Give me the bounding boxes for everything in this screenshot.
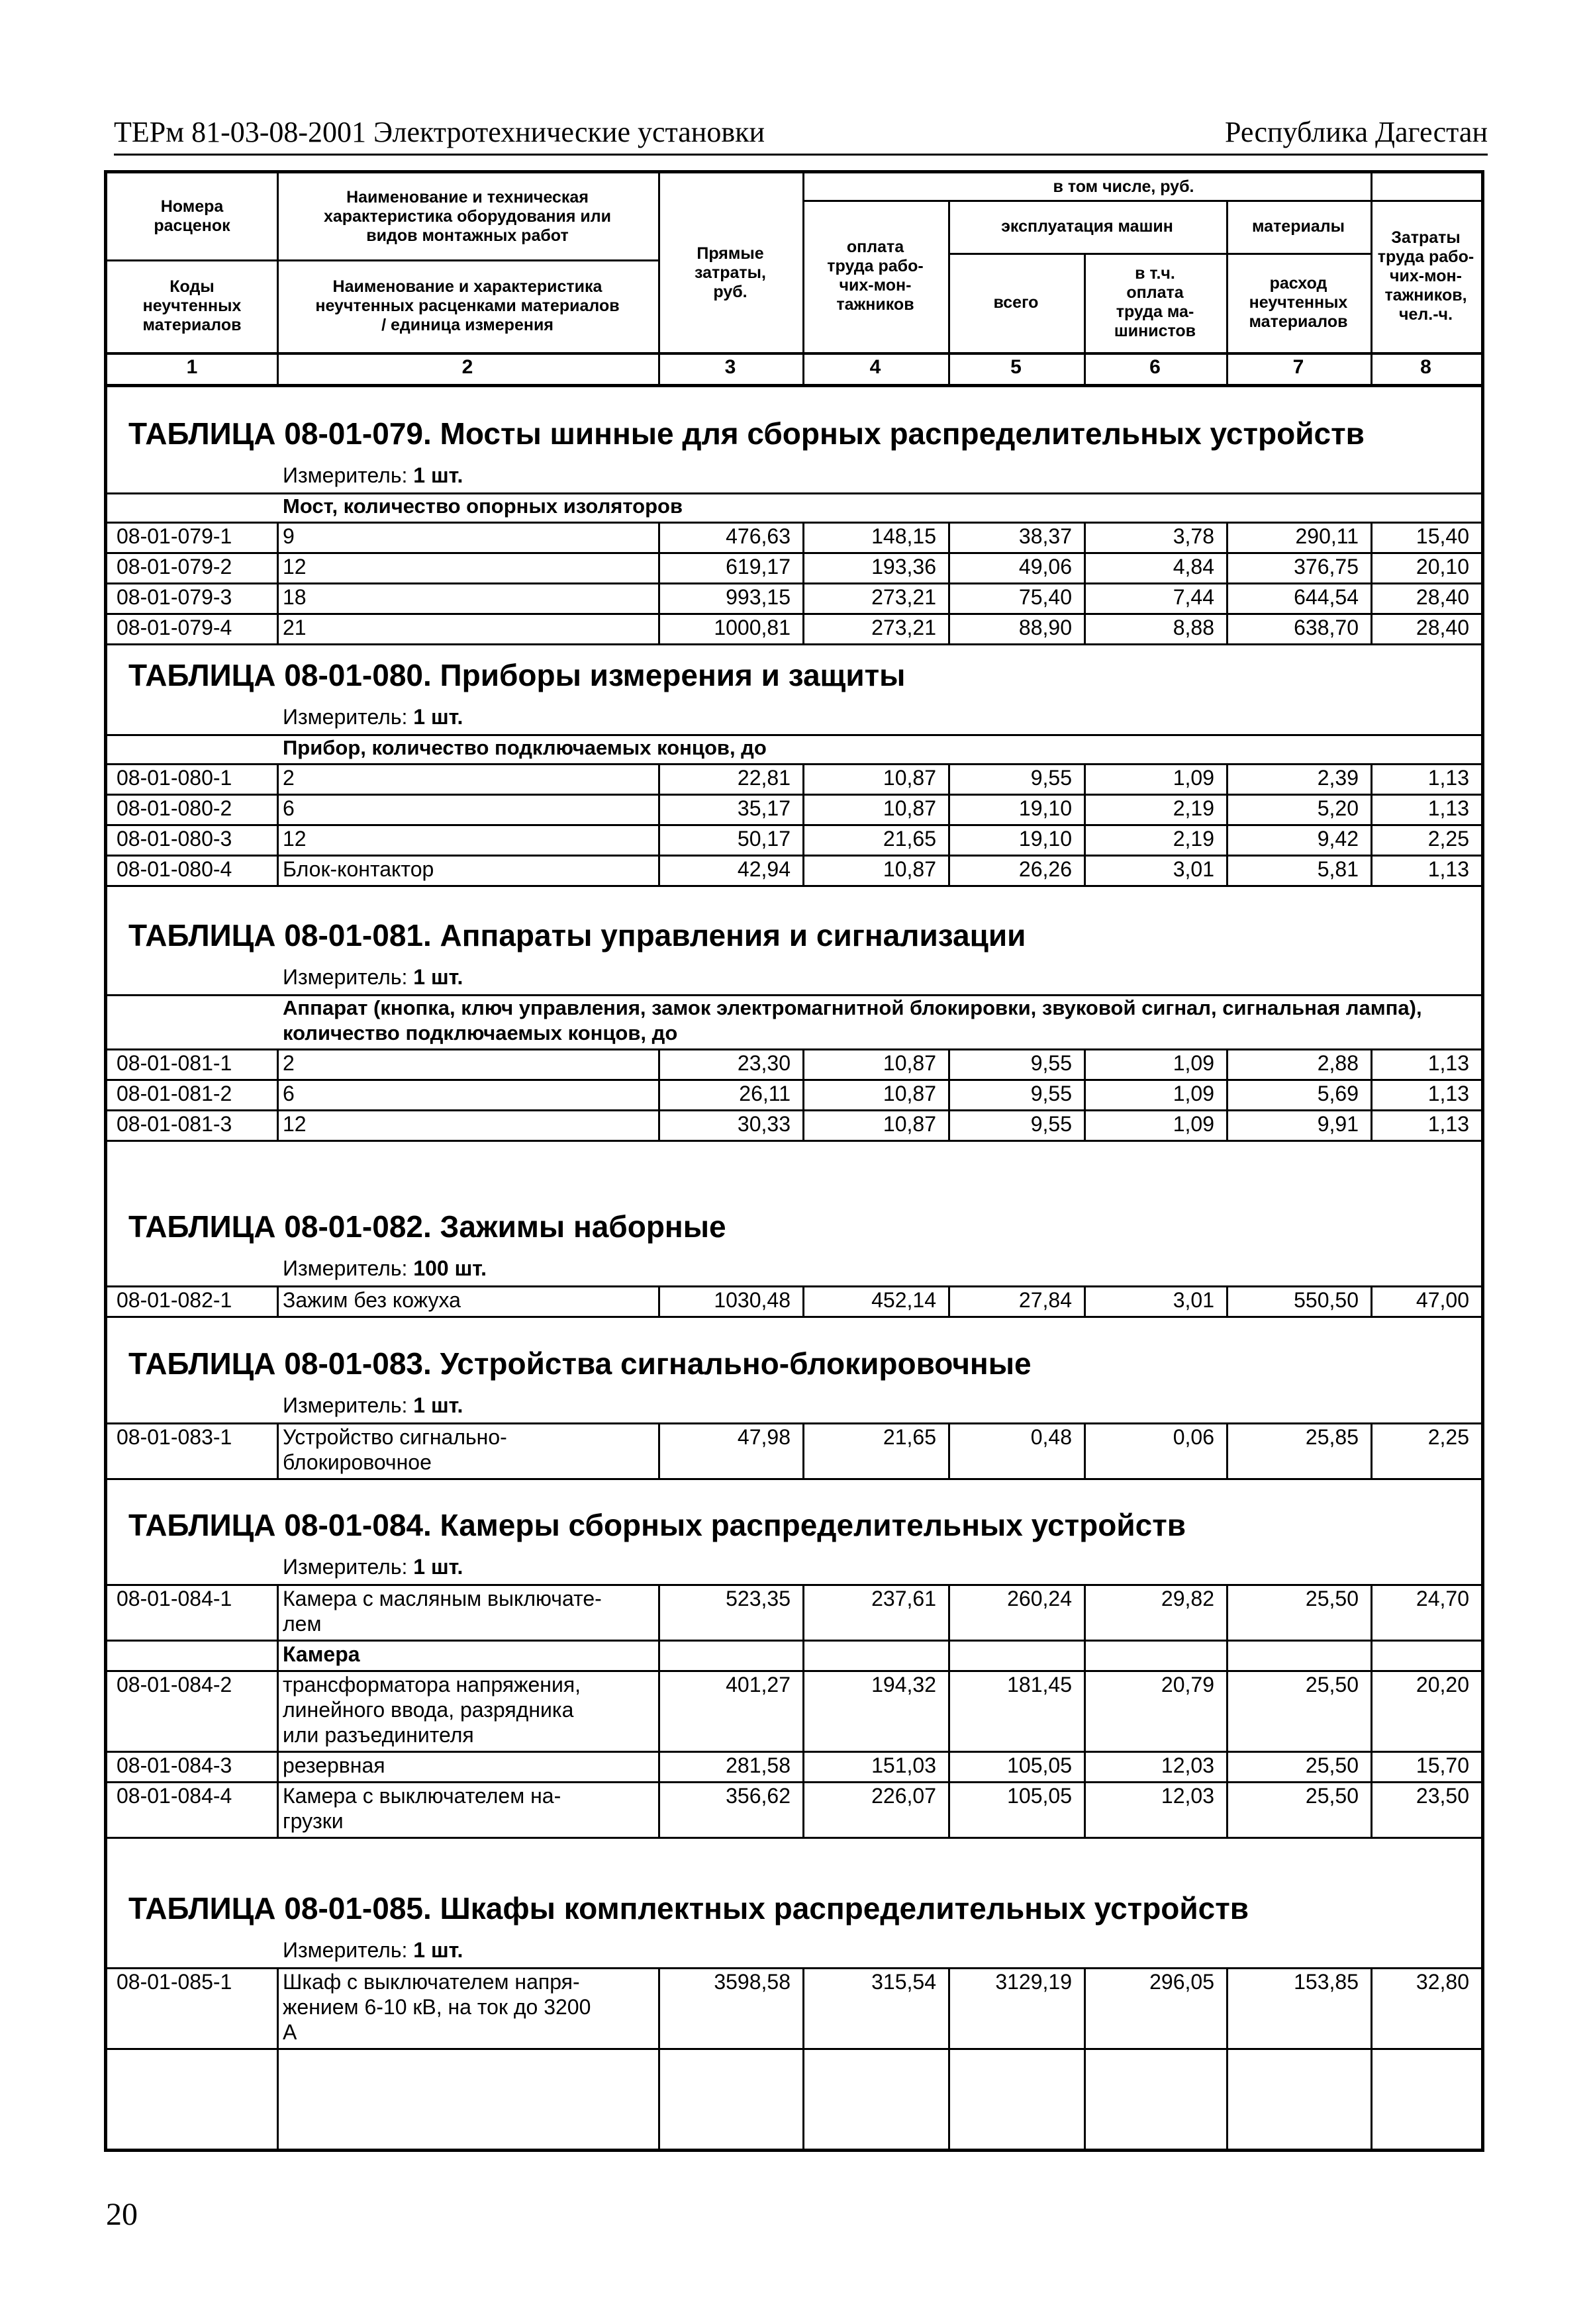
meter-line	[283, 965, 463, 990]
meter-value: 1 шт.	[413, 1393, 463, 1417]
col-divider	[277, 1422, 279, 1478]
cost-value: 356,62	[726, 1784, 791, 1808]
col-divider	[1084, 763, 1086, 885]
rate-code: 08-01-079-4	[117, 616, 232, 639]
row-divider	[107, 643, 1481, 645]
row-divider	[107, 885, 1481, 887]
col-number: 7	[1292, 356, 1304, 378]
work-name: 12	[283, 827, 307, 851]
col-divider	[802, 1285, 804, 1316]
work-name: Блок-контактор	[283, 857, 434, 881]
meter-value: 1 шт.	[413, 463, 463, 487]
cost-value: 47,98	[737, 1425, 791, 1449]
col-divider	[802, 1584, 804, 1837]
rate-code: 08-01-081-3	[117, 1112, 232, 1136]
cost-value: 1,13	[1427, 796, 1469, 820]
cost-value: 30,33	[737, 1112, 791, 1136]
cost-value: 25,50	[1305, 1587, 1359, 1610]
rate-code: 08-01-084-2	[117, 1673, 232, 1697]
col-number: 2	[461, 356, 473, 378]
cost-value: 15,70	[1416, 1753, 1469, 1777]
col-divider	[948, 1422, 950, 1478]
work-name: 2	[283, 1051, 295, 1075]
col-divider	[658, 1422, 660, 1478]
cost-value: 3129,19	[995, 1970, 1072, 1994]
cost-value: 523,35	[726, 1587, 791, 1610]
cost-value: 401,27	[726, 1673, 791, 1697]
cost-value: 20,10	[1416, 555, 1469, 579]
cost-value: 151,03	[871, 1753, 936, 1777]
header-materials: материалы	[1252, 216, 1345, 236]
col-divider	[1084, 1967, 1086, 2048]
col-divider	[1371, 2048, 1372, 2149]
col-divider	[277, 1967, 279, 2048]
cost-value: 23,30	[737, 1051, 791, 1075]
cost-value: 3,01	[1173, 1288, 1214, 1312]
cost-value: 49,06	[1018, 555, 1072, 579]
rate-code: 08-01-079-1	[117, 524, 232, 548]
work-name: Зажим без кожуха	[283, 1288, 461, 1312]
col-divider	[1226, 2048, 1228, 2149]
meter-label: Измеритель:	[283, 1555, 414, 1579]
col-number: 8	[1420, 356, 1431, 378]
rate-code: 08-01-080-4	[117, 857, 232, 881]
section-title: ТАБЛИЦА 08-01-080. Приборы измерения и защиты	[128, 658, 906, 692]
cost-value: 260,24	[1007, 1587, 1072, 1610]
work-name: 21	[283, 616, 307, 639]
section-title: ТАБЛИЦА 08-01-083. Устройства сигнально-блокировочные	[128, 1346, 1032, 1381]
cost-value: 19,10	[1018, 827, 1072, 851]
col-divider	[802, 522, 804, 643]
cost-value: 0,06	[1173, 1425, 1214, 1449]
row-divider	[107, 2048, 1481, 2050]
cost-value: 619,17	[726, 555, 791, 579]
col-divider	[658, 1048, 660, 1140]
col-divider	[1226, 1422, 1228, 1478]
cost-value: 5,69	[1317, 1082, 1359, 1105]
col-divider	[948, 1285, 950, 1316]
rate-code: 08-01-083-1	[117, 1425, 232, 1449]
cost-value: 1,09	[1173, 1051, 1214, 1075]
group-label: Мост, количество опорных изоляторов	[283, 494, 683, 518]
meter-value: 1 шт.	[413, 705, 463, 729]
cost-value: 153,85	[1294, 1970, 1359, 1994]
cost-value: 0,48	[1030, 1425, 1072, 1449]
cost-value: 10,87	[883, 796, 936, 820]
col-divider	[658, 2048, 660, 2149]
header-col2-bottom: Наименование и характеристика неучтенных расценками материалов / единица измерения	[315, 277, 620, 334]
col-divider	[802, 1967, 804, 2048]
work-name: 9	[283, 524, 295, 548]
cost-value: 105,05	[1007, 1753, 1072, 1777]
meter-label: Измеритель:	[283, 1393, 414, 1417]
col-divider	[1084, 1048, 1086, 1140]
group-label: Камера	[283, 1642, 360, 1666]
work-name: 12	[283, 1112, 307, 1136]
col-divider	[948, 1967, 950, 2048]
cost-value: 27,84	[1018, 1288, 1072, 1312]
cost-value: 148,15	[871, 524, 936, 548]
cost-value: 2,19	[1173, 796, 1214, 820]
col-divider	[802, 763, 804, 885]
col-divider	[277, 1285, 279, 1316]
cost-value: 550,50	[1294, 1288, 1359, 1312]
col-divider	[1371, 1967, 1372, 2048]
cost-value: 1,09	[1173, 1082, 1214, 1105]
meter-label: Измеритель:	[283, 965, 414, 989]
meter-value: 1 шт.	[413, 965, 463, 989]
rate-code: 08-01-084-1	[117, 1587, 232, 1610]
col-divider	[277, 763, 279, 885]
header-col-line	[277, 173, 279, 387]
cost-value: 25,50	[1305, 1753, 1359, 1777]
col-number: 4	[869, 356, 881, 378]
cost-value: 452,14	[871, 1288, 936, 1312]
col-number: 5	[1010, 356, 1022, 378]
meter-line	[283, 1938, 463, 1963]
header-col-line	[802, 173, 804, 387]
col-divider	[1371, 763, 1372, 885]
cost-value: 3,78	[1173, 524, 1214, 548]
table-header	[107, 173, 1481, 392]
col-divider	[1084, 522, 1086, 643]
work-name: 18	[283, 585, 307, 609]
header-col-line	[658, 173, 660, 387]
meter-value: 100 шт.	[413, 1256, 487, 1280]
col-divider	[277, 522, 279, 643]
section-title: ТАБЛИЦА 08-01-084. Камеры сборных распределительных устройств	[128, 1508, 1186, 1542]
cost-value: 5,20	[1317, 796, 1359, 820]
cost-value: 281,58	[726, 1753, 791, 1777]
cost-value: 9,55	[1030, 1051, 1072, 1075]
cost-value: 10,87	[883, 1082, 936, 1105]
col-divider	[1226, 1967, 1228, 2048]
cost-value: 47,00	[1416, 1288, 1469, 1312]
header-divider	[948, 253, 1371, 255]
cost-value: 24,70	[1416, 1587, 1469, 1610]
cost-value: 10,87	[883, 766, 936, 790]
cost-value: 26,11	[739, 1082, 791, 1105]
rate-code: 08-01-080-2	[117, 796, 232, 820]
col-divider	[1371, 522, 1372, 643]
cost-value: 1,13	[1427, 857, 1469, 881]
cost-value: 19,10	[1018, 796, 1072, 820]
cost-value: 8,88	[1173, 616, 1214, 639]
meter-label: Измеритель:	[283, 463, 414, 487]
cost-value: 644,54	[1294, 585, 1359, 609]
col-divider	[1226, 1048, 1228, 1140]
cost-value: 9,55	[1030, 1112, 1072, 1136]
meter-line	[283, 705, 463, 729]
page-number: 20	[106, 2197, 138, 2232]
cost-value: 22,81	[737, 766, 791, 790]
cost-value: 9,91	[1317, 1112, 1359, 1136]
meter-line	[283, 463, 463, 488]
cost-value: 23,50	[1416, 1784, 1469, 1808]
header-divider	[107, 384, 1481, 387]
cost-value: 638,70	[1294, 616, 1359, 639]
header-in-that-number: в том числе, руб.	[1053, 177, 1194, 196]
meter-label: Измеритель:	[283, 1938, 414, 1962]
section-title: ТАБЛИЦА 08-01-082. Зажимы наборные	[128, 1209, 726, 1244]
col-divider	[1084, 1584, 1086, 1837]
row-divider	[107, 1140, 1481, 1142]
rate-code: 08-01-081-1	[117, 1051, 232, 1075]
cost-value: 376,75	[1294, 555, 1359, 579]
rate-code: 08-01-080-1	[117, 766, 232, 790]
col-divider	[1371, 1048, 1372, 1140]
section-title: ТАБЛИЦА 08-01-079. Мосты шинные для сборных распределительных устройств	[128, 416, 1365, 451]
header-title: ТЕРм 81-03-08-2001 Электротехнические установки	[114, 116, 765, 148]
cost-value: 75,40	[1018, 585, 1072, 609]
cost-value: 9,42	[1317, 827, 1359, 851]
cost-value: 226,07	[871, 1784, 936, 1808]
cost-value: 181,45	[1007, 1673, 1072, 1697]
cost-value: 193,36	[871, 555, 936, 579]
header-divider	[802, 200, 1481, 202]
col-number: 1	[186, 356, 198, 378]
cost-value: 1000,81	[714, 616, 791, 639]
col-divider	[948, 1584, 950, 1837]
col-divider	[658, 1967, 660, 2048]
work-name: 6	[283, 796, 295, 820]
cost-value: 25,85	[1305, 1425, 1359, 1449]
cost-value: 28,40	[1416, 585, 1469, 609]
col-divider	[948, 763, 950, 885]
meter-line	[283, 1393, 463, 1418]
cost-value: 273,21	[871, 585, 936, 609]
cost-value: 2,25	[1427, 827, 1469, 851]
header-divider	[107, 352, 1481, 355]
col-divider	[948, 1048, 950, 1140]
col-divider	[1226, 1584, 1228, 1837]
work-name: 6	[283, 1082, 295, 1105]
cost-value: 1,09	[1173, 1112, 1214, 1136]
cost-value: 21,65	[883, 1425, 936, 1449]
col-number: 3	[724, 356, 736, 378]
meter-line	[283, 1555, 463, 1579]
cost-value: 993,15	[726, 585, 791, 609]
meter-line	[283, 1256, 487, 1281]
cost-value: 4,84	[1173, 555, 1214, 579]
col-divider	[277, 1048, 279, 1140]
meter-value: 1 шт.	[413, 1555, 463, 1579]
header-machine-ops: эксплуатация машин	[1001, 216, 1173, 236]
cost-value: 20,79	[1161, 1673, 1214, 1697]
cost-value: 12,03	[1161, 1784, 1214, 1808]
col-number: 6	[1149, 356, 1161, 378]
work-name: резервная	[283, 1753, 385, 1777]
header-col3: Прямые затраты, руб.	[695, 244, 766, 301]
cost-value: 3598,58	[714, 1970, 791, 1994]
cost-value: 88,90	[1018, 616, 1072, 639]
cost-value: 1,13	[1427, 766, 1469, 790]
cost-value: 1,13	[1427, 1112, 1469, 1136]
header-col5: всего	[993, 293, 1039, 312]
header-col2-top: Наименование и техническая характеристика оборудования или видов монтажных работ	[323, 187, 612, 245]
cost-value: 29,82	[1161, 1587, 1214, 1610]
header-col1-top: Номера расценок	[154, 197, 230, 235]
header-col1-bottom: Коды неучтенных материалов	[142, 277, 242, 334]
meter-label: Измеритель:	[283, 705, 414, 729]
cost-value: 25,50	[1305, 1673, 1359, 1697]
work-name: трансформатора напряжения, линейного ввода, разрядника или разъединителя	[283, 1673, 581, 1747]
work-name: Устройство сигнально- блокировочное	[283, 1425, 507, 1474]
row-divider	[107, 1316, 1481, 1318]
col-divider	[1084, 1422, 1086, 1478]
cost-value: 2,39	[1317, 766, 1359, 790]
cost-value: 105,05	[1007, 1784, 1072, 1808]
col-divider	[948, 2048, 950, 2149]
col-divider	[802, 1048, 804, 1140]
header-col6: в т.ч. оплата труда ма- шинистов	[1114, 264, 1196, 340]
cost-value: 194,32	[871, 1673, 936, 1697]
cost-value: 315,54	[871, 1970, 936, 1994]
cost-value: 10,87	[883, 1112, 936, 1136]
cost-value: 9,55	[1030, 1082, 1072, 1105]
col-divider	[1371, 1285, 1372, 1316]
work-name: Камера с выключателем на- грузки	[283, 1784, 561, 1833]
rate-code: 08-01-081-2	[117, 1082, 232, 1105]
row-divider	[107, 1478, 1481, 1480]
col-divider	[658, 1584, 660, 1837]
cost-value: 2,19	[1173, 827, 1214, 851]
rates-table	[104, 170, 1484, 2152]
running-header	[114, 114, 1488, 156]
col-divider	[277, 2048, 279, 2149]
col-divider	[1371, 1584, 1372, 1837]
col-divider	[658, 522, 660, 643]
cost-value: 25,50	[1305, 1784, 1359, 1808]
work-name: Шкаф с выключателем напря- жением 6-10 кВ, на ток до 3200 А	[283, 1970, 591, 2044]
col-divider	[1226, 763, 1228, 885]
cost-value: 3,01	[1173, 857, 1214, 881]
col-divider	[658, 763, 660, 885]
rate-code: 08-01-085-1	[117, 1970, 232, 1994]
col-divider	[1226, 1285, 1228, 1316]
col-divider	[658, 1285, 660, 1316]
header-region: Республика Дагестан	[1224, 116, 1488, 148]
cost-value: 7,44	[1173, 585, 1214, 609]
col-divider	[1226, 522, 1228, 643]
cost-value: 21,65	[883, 827, 936, 851]
cost-value: 35,17	[737, 796, 791, 820]
header-col-line	[1371, 173, 1372, 387]
rate-code: 08-01-079-3	[117, 585, 232, 609]
col-divider	[948, 522, 950, 643]
work-name: Камера с масляным выключате- лем	[283, 1587, 602, 1636]
cost-value: 10,87	[883, 1051, 936, 1075]
work-name: 12	[283, 555, 307, 579]
rate-code: 08-01-080-3	[117, 827, 232, 851]
cost-value: 38,37	[1018, 524, 1072, 548]
rate-code: 08-01-079-2	[117, 555, 232, 579]
section-title: ТАБЛИЦА 08-01-085. Шкафы комплектных распределительных устройств	[128, 1891, 1249, 1926]
cost-value: 2,88	[1317, 1051, 1359, 1075]
col-divider	[802, 1422, 804, 1478]
cost-value: 290,11	[1295, 524, 1359, 548]
rate-code: 08-01-082-1	[117, 1288, 232, 1312]
cost-value: 28,40	[1416, 616, 1469, 639]
rate-code: 08-01-084-4	[117, 1784, 232, 1808]
group-label: Прибор, количество подключаемых концов, до	[283, 736, 767, 759]
header-col7: расход неучтенных материалов	[1249, 273, 1348, 331]
header-col4: оплата труда рабо- чих-мон- тажников	[827, 238, 924, 314]
cost-value: 10,87	[883, 857, 936, 881]
cost-value: 26,26	[1018, 857, 1072, 881]
col-divider	[802, 2048, 804, 2149]
cost-value: 5,81	[1317, 857, 1359, 881]
cost-value: 50,17	[737, 827, 791, 851]
cost-value: 42,94	[737, 857, 791, 881]
col-divider	[1084, 2048, 1086, 2149]
row-divider	[107, 1837, 1481, 1839]
cost-value: 1,13	[1427, 1051, 1469, 1075]
work-name: 2	[283, 766, 295, 790]
cost-value: 1,13	[1427, 1082, 1469, 1105]
rate-code: 08-01-084-3	[117, 1753, 232, 1777]
meter-value: 1 шт.	[413, 1938, 463, 1962]
cost-value: 20,20	[1416, 1673, 1469, 1697]
cost-value: 273,21	[871, 616, 936, 639]
cost-value: 15,40	[1416, 524, 1469, 548]
cost-value: 2,25	[1427, 1425, 1469, 1449]
cost-value: 9,55	[1030, 766, 1072, 790]
cost-value: 1030,48	[714, 1288, 791, 1312]
cost-value: 237,61	[871, 1587, 936, 1610]
group-label: Аппарат (кнопка, ключ управления, замок электромагнитной блокировки, звуковой сигнал, сигнальная лампа), количество подключаемых концов, до	[283, 996, 1422, 1045]
cost-value: 476,63	[726, 524, 791, 548]
section-title: ТАБЛИЦА 08-01-081. Аппараты управления и сигнализации	[128, 918, 1026, 953]
cost-value: 296,05	[1149, 1970, 1214, 1994]
col-divider	[277, 1584, 279, 1837]
header-col8: Затраты труда рабо- чих-мон- тажников, чел.-ч.	[1377, 228, 1474, 324]
cost-value: 12,03	[1161, 1753, 1214, 1777]
meter-label: Измеритель:	[283, 1256, 414, 1280]
cost-value: 1,09	[1173, 766, 1214, 790]
header-divider	[107, 259, 658, 261]
cost-value: 32,80	[1416, 1970, 1469, 1994]
col-divider	[1371, 1422, 1372, 1478]
col-divider	[1084, 1285, 1086, 1316]
